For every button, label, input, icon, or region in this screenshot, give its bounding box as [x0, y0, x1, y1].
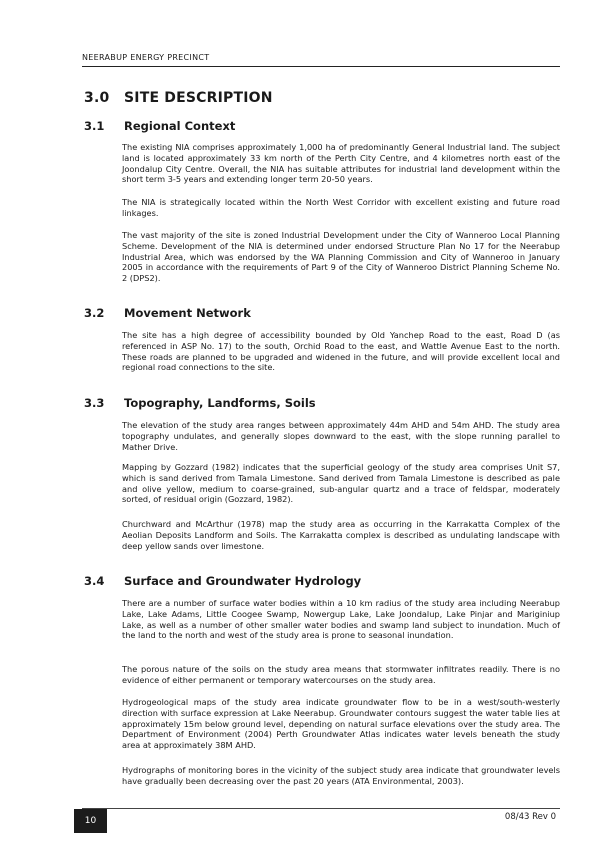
paragraph: Churchward and McArthur (1978) map the study area as occurring in the Karrakatta Complex of the Aeolian Deposits Landform and Soils. The Karrakatta complex is described as undulating landscape with deep yellow sands over limestone.	[122, 519, 560, 551]
subsection-number: 3.2	[84, 306, 105, 320]
footer-divider	[82, 808, 560, 809]
subsection-title: Movement Network	[124, 306, 251, 320]
running-header: NEERABUP ENERGY PRECINCT	[82, 53, 210, 62]
subsection-number: 3.1	[84, 119, 105, 133]
subsection-number: 3.4	[84, 574, 105, 588]
section-number: 3.0	[84, 90, 110, 106]
subsection-title: Regional Context	[124, 119, 236, 133]
paragraph: There are a number of surface water bodies within a 10 km radius of the study area including Neerabup Lake, Lake Adams, Little Coogee Swamp, Nowergup Lake, Lake Joondalup, Lake Pinjar and Mariginiup Lake, as well as a number of other smaller water bodies and swamp land subject to inundation. Much of the land to the north and west of the study area is prone to seasonal inundation.	[122, 598, 560, 641]
section-title: SITE DESCRIPTION	[124, 90, 273, 106]
paragraph: The vast majority of the site is zoned Industrial Development under the City of Wanneroo Local Planning Scheme. Development of the NIA is determined under endorsed Structure Plan No 17 for the Neerabup Industrial Area, which was endorsed by the WA Planning Commission and City of Wanneroo in January 2005 in accordance with the requirements of Part 9 of the City of Wanneroo District Planning Scheme No. 2 (DPS2).	[122, 230, 560, 284]
header-divider	[82, 66, 560, 67]
paragraph: The site has a high degree of accessibility bounded by Old Yanchep Road to the east, Road D (as referenced in ASP No. 17) to the south, Orchid Road to the east, and Wattle Avenue East to the north. These roads are planned to be upgraded and widened in the future, and will provide excellent local and regional road connections to the site.	[122, 330, 560, 373]
paragraph: Hydrographs of monitoring bores in the vicinity of the subject study area indicate that groundwater levels have gradually been decreasing over the past 20 years (ATA Environmental, 2003).	[122, 765, 560, 786]
paragraph: The porous nature of the soils on the study area means that stormwater infiltrates readily. There is no evidence of either permanent or temporary watercourses on the study area.	[122, 664, 560, 685]
paragraph: Mapping by Gozzard (1982) indicates that the superficial geology of the study area comprises Unit S7, which is sand derived from Tamala Limestone. Sand derived from Tamala Limestone is described as pale and olive yellow, medium to coarse-grained, sub-angular quartz and a trace of feldspar, moderately sorted, of residual origin (Gozzard, 1982).	[122, 462, 560, 505]
paragraph: The existing NIA comprises approximately 1,000 ha of predominantly General Industrial land. The subject land is located approximately 33 km north of the Perth City Centre, and 4 kilometres north east of the Joondalup City Centre. Overall, the NIA has suitable attributes for industrial land development within the short term 3-5 years and extending longer term 20-50 years.	[122, 142, 560, 185]
document-reference: 08/43 Rev 0	[504, 812, 556, 822]
paragraph: The NIA is strategically located within the North West Corridor with excellent existing and future road linkages.	[122, 197, 560, 218]
subsection-title: Surface and Groundwater Hydrology	[124, 574, 362, 588]
paragraph: The elevation of the study area ranges between approximately 44m AHD and 54m AHD. The study area topography undulates, and generally slopes downward to the east, with the slope running parallel to Mather Drive.	[122, 420, 560, 452]
page-number: 10	[74, 809, 107, 833]
subsection-title: Topography, Landforms, Soils	[124, 396, 316, 410]
subsection-number: 3.3	[84, 396, 105, 410]
paragraph: Hydrogeological maps of the study area indicate groundwater flow to be in a west/south-westerly direction with surface expression at Lake Neerabup. Groundwater contours suggest the water table lies at approximately 15m below ground level, depending on natural surface elevations over the study area. The Department of Environment (2004) Perth Groundwater Atlas indicates water levels beneath the study area at approximately 38M AHD.	[122, 697, 560, 751]
